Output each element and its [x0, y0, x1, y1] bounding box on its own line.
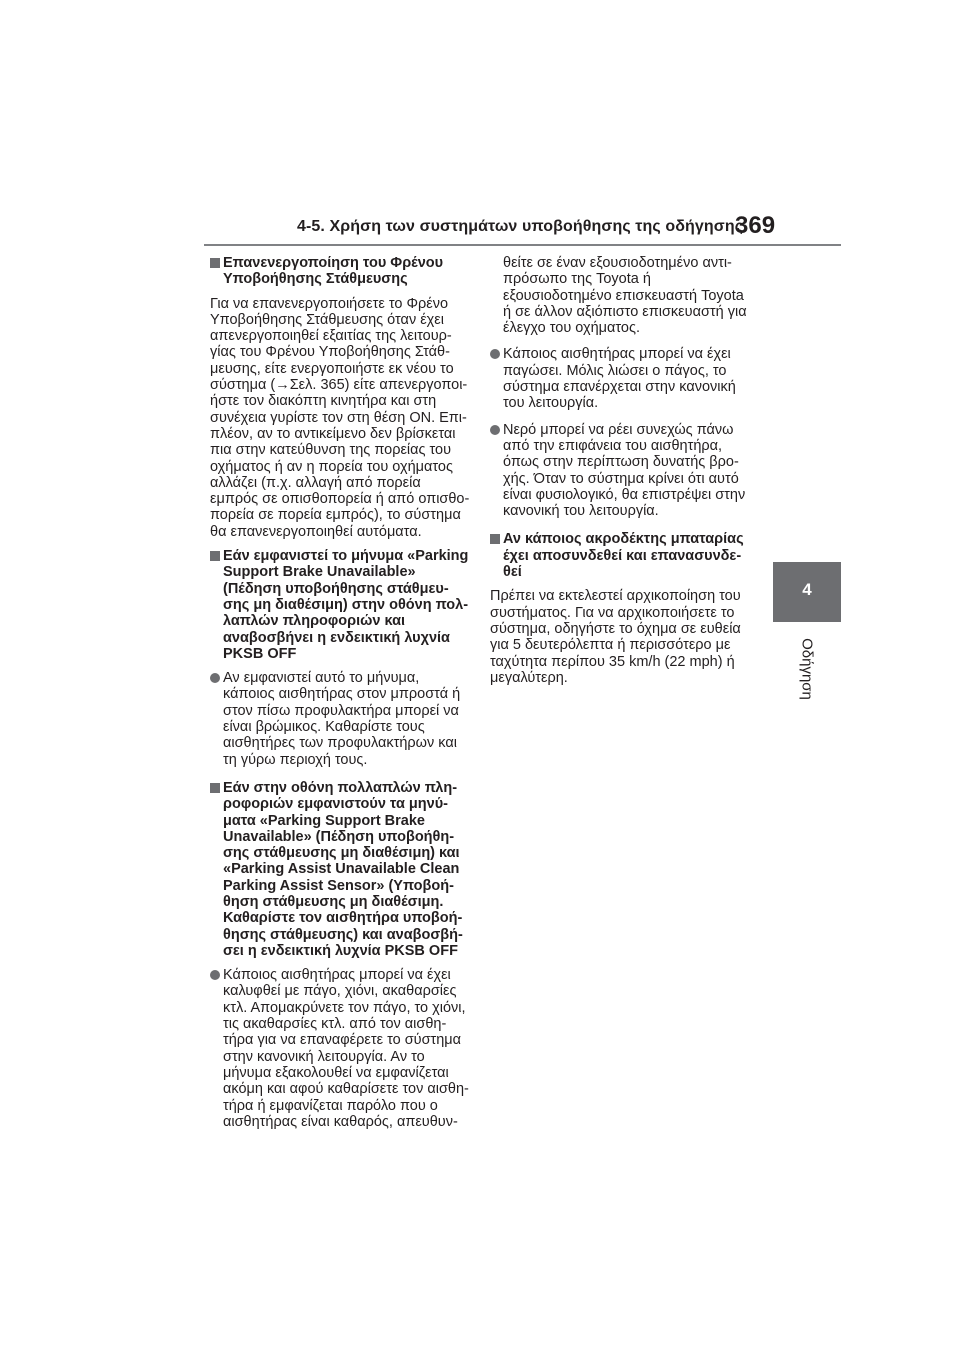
text-line: ματα «Parking Support Brake: [223, 812, 425, 829]
text-line: μήνυμα εξακολουθεί να εμφανίζεται: [223, 1064, 449, 1081]
square-bullet-icon: [210, 258, 220, 268]
text-line: ταχύτητα περίπου 35 km/h (22 mph) ή: [490, 653, 735, 670]
text-line: έλεγχο του οχήματος.: [503, 320, 640, 337]
text-line: σης στάθμευσης μη διαθέσιμη) και: [223, 845, 460, 862]
chapter-number: 4: [802, 580, 812, 599]
text-line: αλλάζει (π.χ. αλλαγή από πορεία: [210, 474, 421, 491]
text-line: για 5 δευτερόλεπτα ή περισσότερο με: [490, 637, 731, 654]
text-line: Υποβοήθησης Στάθμευσης: [223, 271, 408, 288]
right-column: [490, 255, 760, 686]
text-line: πρόσωπο της Toyota ή: [503, 271, 651, 288]
text-line: συστήματος. Για να αρχικοποιήσετε το: [490, 604, 735, 621]
text-line: τήρα ή εμφανίζεται παρόλο που ο: [223, 1097, 438, 1114]
text-line: μεγαλύτερη.: [490, 669, 568, 686]
text-line: σύστημα, οδηγήστε το όχημα σε ευθεία: [490, 620, 741, 637]
text-line: εμπρός σε οπισθοπορεία ή από οπισθο-: [210, 491, 470, 508]
bullet-item: [490, 422, 760, 520]
text-line: πορεία σε πορεία εμπρός), το σύστημα: [210, 507, 461, 524]
circle-bullet-icon: [210, 673, 220, 683]
circle-bullet-icon: [210, 970, 220, 980]
text-line: παγώσει. Μόλις λιώσει ο πάγος, το: [503, 362, 727, 379]
bullet-item: [490, 346, 760, 411]
text-line: γίας του Φρένου Υποβοήθησης Στάθ-: [210, 344, 450, 361]
text-line: είναι φυσιολογικό, θα επιστρέψει στην: [503, 486, 746, 503]
text-line: θα επανενεργοποιηθεί αυτόματα.: [210, 523, 422, 540]
text-line: Parking Assist Sensor» (Υποβοή-: [223, 877, 454, 894]
text-line: είναι βρώμικος. Καθαρίστε τους: [223, 719, 425, 736]
square-bullet-icon: [210, 551, 220, 561]
square-bullet-icon: [490, 534, 500, 544]
paragraph: [490, 588, 760, 686]
text-line: αισθητήρες των προφυλακτήρων και: [223, 735, 457, 752]
text-line: σύστημα επανέρχεται στην κανονική: [503, 379, 736, 396]
text-line: αναβοσβήνει η ενδεικτική λυχνία: [223, 629, 450, 646]
text-line: Εάν στην οθόνη πολλαπλών πλη-: [223, 779, 458, 796]
text-line: τήρα για να επαναφέρετε το σύστημα: [223, 1032, 462, 1049]
text-line: στην κανονική λειτουργία. Αν το: [223, 1048, 425, 1065]
left-column: [210, 255, 478, 1130]
text-line: συνέχεια γυρίστε τον στη θέση ON. Επι-: [210, 409, 467, 426]
section-heading: [210, 548, 478, 662]
chapter-name-label: Οδήγηση: [798, 638, 816, 700]
section-heading: [210, 255, 478, 288]
circle-bullet-icon: [490, 425, 500, 435]
text-line: κανονική του λειτουργία.: [503, 503, 659, 520]
text-line: του λειτουργία.: [503, 395, 599, 412]
text-line: σει η ενδεικτική λυχνία PKSB OFF: [223, 942, 458, 959]
text-line: Καθαρίστε τον αισθητήρα υποβοή-: [223, 910, 463, 927]
text-line: οχήματος ή αν η πορεία του οχήματος: [210, 458, 453, 475]
text-line: στον πίσω προφυλακτήρα μπορεί να: [223, 702, 459, 719]
bullet-continuation: [490, 255, 760, 336]
header-title: 4-5. Χρήση των συστημάτων υποβοήθησης της οδήγησης: [297, 218, 744, 235]
square-bullet-icon: [210, 783, 220, 793]
text-line: ακόμη και αφού καθαρίσετε τον αισθη-: [223, 1081, 469, 1098]
circle-bullet-icon: [490, 349, 500, 359]
text-line: χής. Όταν το σύστημα κρίνει ότι αυτό: [503, 470, 739, 487]
chapter-tab: [773, 562, 841, 622]
header-divider: [204, 244, 841, 246]
section-heading: [490, 531, 760, 580]
text-line: κάποιος αισθητήρας στον μπροστά ή: [223, 686, 461, 703]
text-line: σύστημα (→Σελ. 365) είτε απενεργοποι-: [210, 377, 468, 394]
text-line: θείτε σε έναν εξουσιοδοτημένο αντι-: [503, 255, 732, 271]
text-line: θηση στάθμευσης μη διαθέσιμη.: [223, 893, 444, 910]
text-line: λαπλών πληροφοριών και: [223, 613, 406, 630]
text-line: Πρέπει να εκτελεστεί αρχικοποίηση του: [490, 588, 741, 605]
page-number: 369: [735, 212, 776, 239]
text-line: πλέον, αν το αντικείμενο δεν βρίσκεται: [210, 425, 456, 442]
text-line: αισθητήρας είναι καθαρός, απευθυν-: [223, 1113, 458, 1130]
text-line: Επανενεργοποίηση του Φρένου: [223, 255, 444, 271]
text-line: Για να επανενεργοποιήσετε το Φρένο: [210, 295, 449, 312]
text-line: εξουσιοδοτημένο επισκευαστή Toyota: [503, 287, 744, 304]
text-line: όπως στην περίπτωση δυνατής βρο-: [503, 454, 739, 471]
text-line: σης μη διαθέσιμη) στην οθόνη πολ-: [223, 596, 469, 613]
text-line: ήστε τον διακόπτη κινητήρα και στη: [210, 393, 437, 410]
text-line: «Parking Assist Unavailable Clean: [223, 861, 460, 878]
text-line: απενεργοποιηθεί εξαιτίας της λειτουρ-: [210, 328, 452, 345]
text-line: τις ακαθαρσίες κτλ. από τον αισθη-: [223, 1016, 447, 1033]
text-line: Αν εμφανιστεί αυτό το μήνυμα,: [223, 670, 420, 687]
text-line: Εάν εμφανιστεί το μήνυμα «Parking: [223, 548, 469, 565]
text-line: κτλ. Απομακρύνετε τον πάγο, το χιόνι,: [223, 999, 466, 1016]
text-line: (Πέδηση υποβοήθησης στάθμευ-: [223, 580, 449, 597]
text-line: Support Brake Unavailable»: [223, 564, 416, 581]
text-line: Κάποιος αισθητήρας μπορεί να έχει: [223, 967, 451, 984]
bullet-item: [210, 967, 478, 1130]
paragraph: [210, 296, 478, 540]
text-line: ή σε άλλον αξιόπιστο επισκευαστή για: [503, 303, 747, 320]
text-line: ροφοριών εμφανιστούν τα μηνύ-: [223, 796, 448, 813]
text-line: πια στην κατεύθυνση της πορείας του: [210, 442, 452, 459]
text-line: Unavailable» (Πέδηση υποβοήθη-: [223, 828, 455, 845]
text-line: θεί: [503, 564, 522, 581]
text-line: τη γύρω περιοχή τους.: [223, 751, 368, 768]
text-line: από την επιφάνεια του αισθητήρα,: [503, 437, 723, 454]
text-line: Υποβοήθησης Στάθμευσης όταν έχει: [210, 311, 444, 328]
text-line: μευσης, είτε ενεργοποιήστε εκ νέου το: [210, 360, 454, 377]
text-line: καλυφθεί με πάγο, χιόνι, ακαθαρσίες: [223, 983, 457, 1000]
text-line: Αν κάποιος ακροδέκτης μπαταρίας: [503, 531, 744, 548]
section-heading: [210, 780, 478, 959]
text-line: Κάποιος αισθητήρας μπορεί να έχει: [503, 346, 731, 363]
text-line: Νερό μπορεί να ρέει συνεχώς πάνω: [503, 421, 734, 438]
bullet-item: [210, 670, 478, 768]
chapter-name: [779, 636, 835, 702]
text-line: PKSB OFF: [223, 645, 297, 662]
text-line: θησης στάθμευσης) και αναβοσβή-: [223, 926, 463, 943]
text-line: έχει αποσυνδεθεί και επανασυνδε-: [503, 547, 742, 564]
